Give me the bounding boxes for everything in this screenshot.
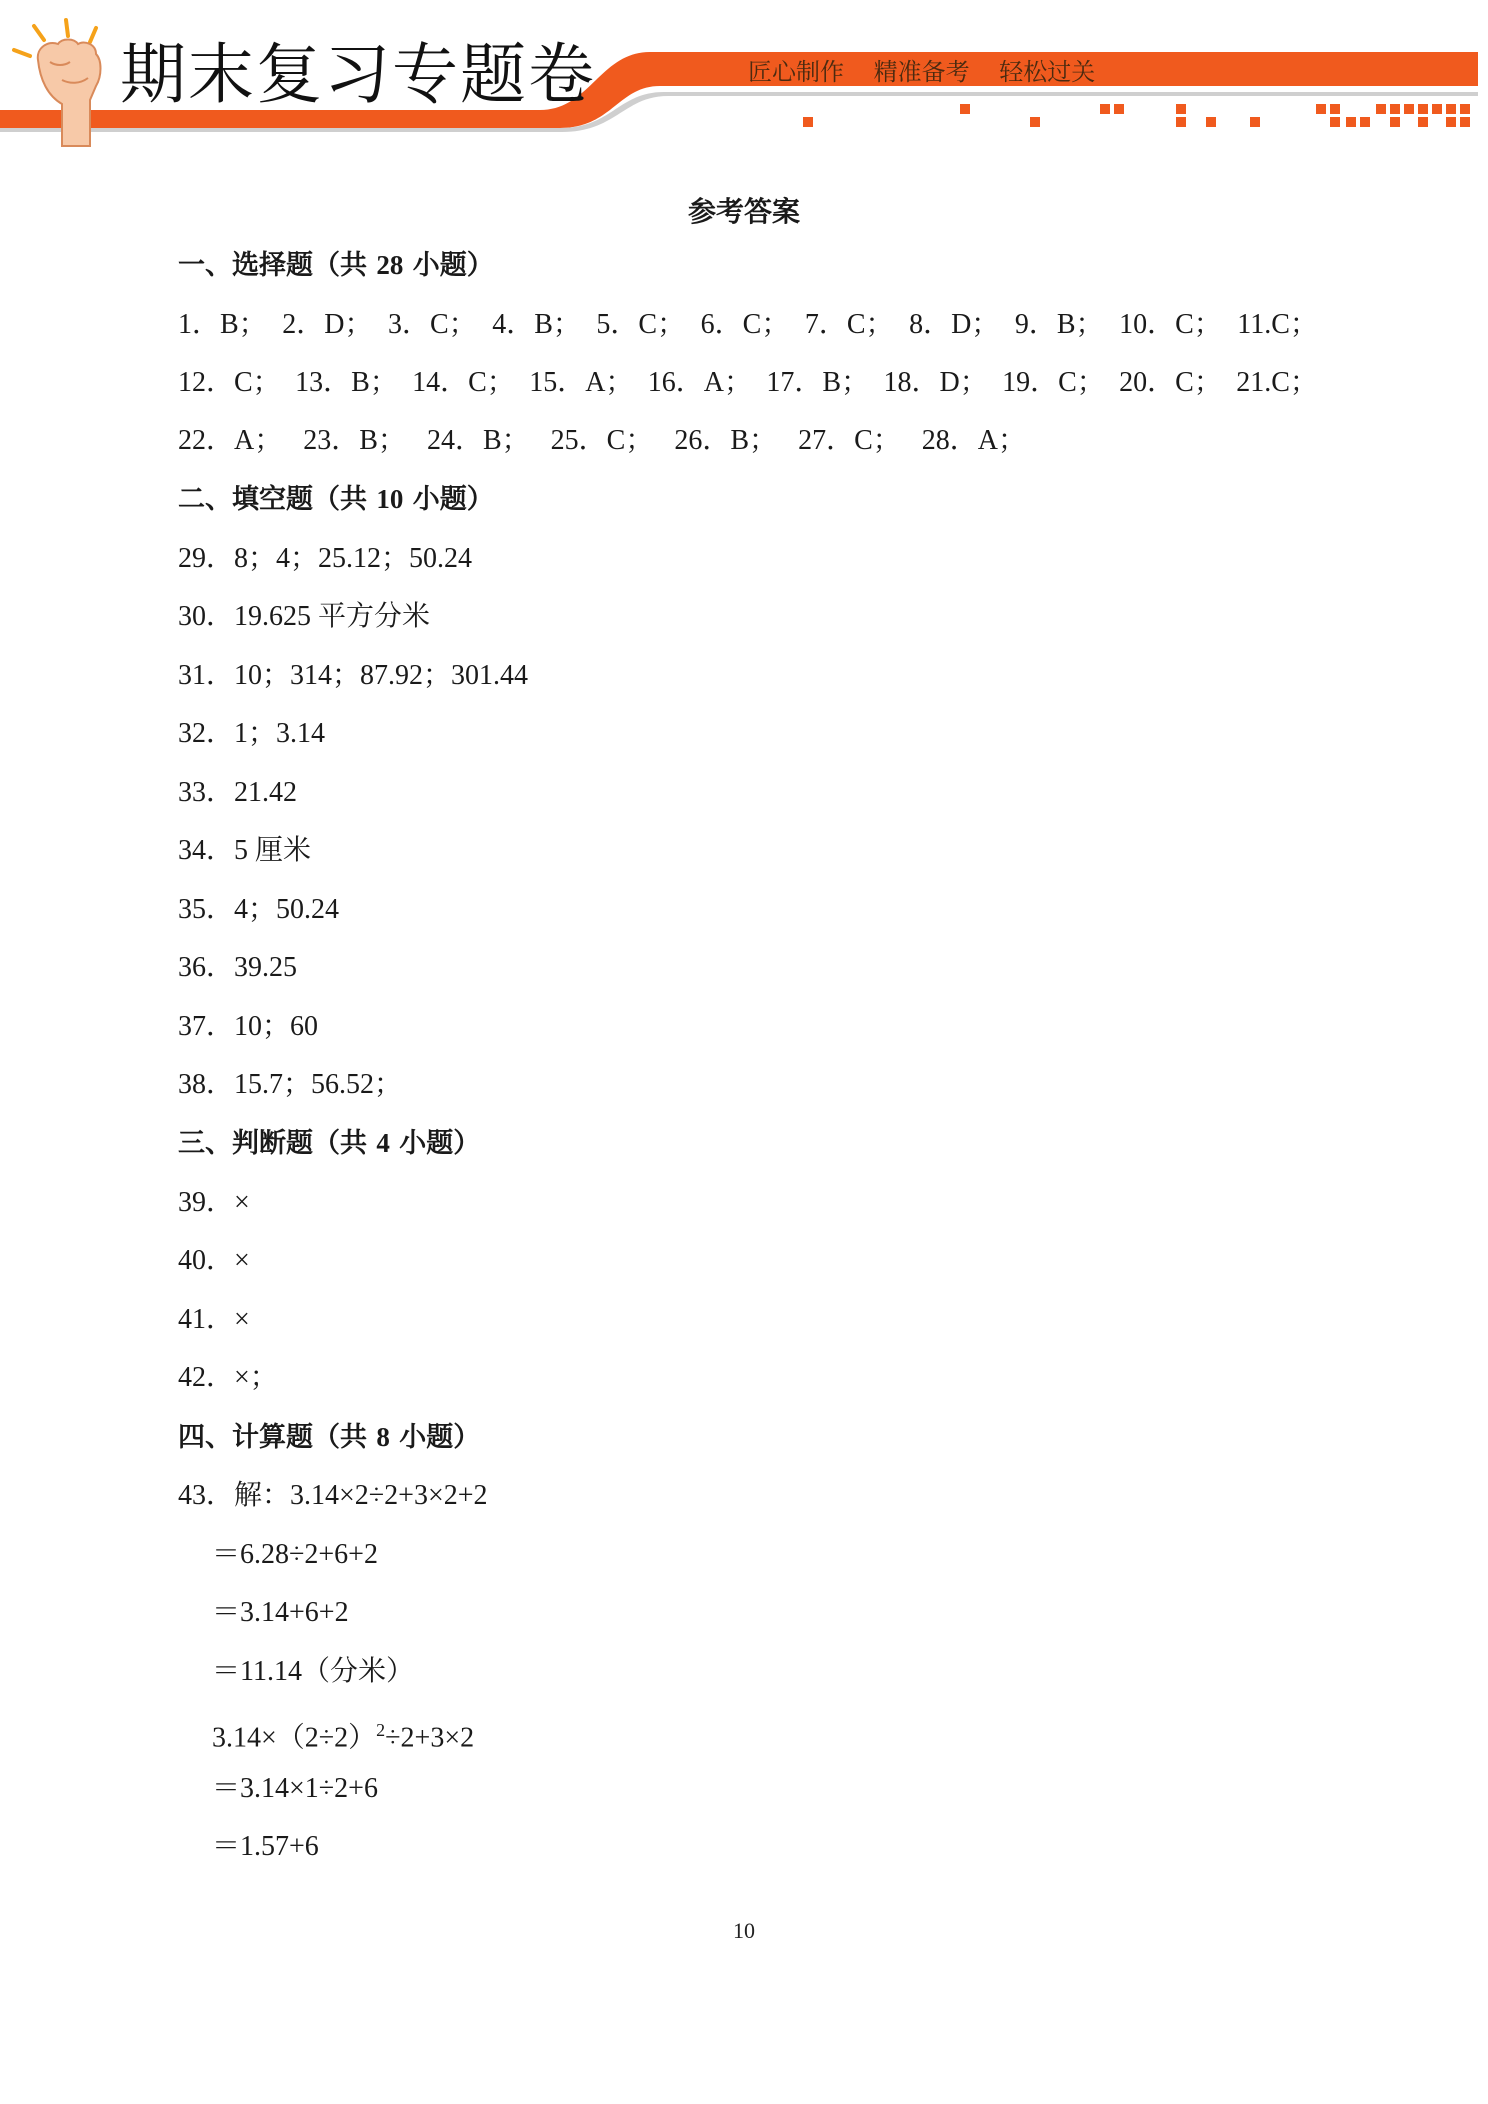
fill-answer: 30．19.625 平方分米 <box>178 601 431 632</box>
section-heading-choice: 一、选择题（共 28 小题） <box>178 250 494 281</box>
choice-answer: 25．C； <box>550 425 654 456</box>
choice-answer: 17．B； <box>766 367 870 398</box>
fill-answer: 38．15.7；56.52； <box>178 1069 403 1100</box>
calc-step: ＝3.14+6+2 <box>212 1597 349 1628</box>
choice-answer: 1．B； <box>178 309 267 340</box>
calc-step: ＝11.14（分米） <box>212 1656 414 1687</box>
choice-answer: 20．C； <box>1119 367 1222 398</box>
fill-answer: 36．39.25 <box>178 952 298 983</box>
choice-answer: 15．A； <box>529 367 634 398</box>
choice-answer: 19．C； <box>1002 367 1105 398</box>
choice-answer: 9．B； <box>1014 309 1104 340</box>
slogan-item: 精准备考 <box>873 58 970 86</box>
fill-answer: 37．10；60 <box>178 1011 319 1042</box>
calc-step: ＝6.28÷2+6+2 <box>212 1539 378 1570</box>
choice-answer: 3．C； <box>387 309 477 340</box>
judge-answer: 42．×； <box>178 1362 278 1393</box>
page-number: 10 <box>733 1918 755 1943</box>
choice-answer: 24．B； <box>426 425 530 456</box>
choice-answer: 14．C； <box>412 367 515 398</box>
fill-answer: 32．1；3.14 <box>178 718 326 749</box>
choice-answer: 23．B； <box>303 425 406 456</box>
fill-answer: 31．10；314；87.92；301.44 <box>178 660 529 691</box>
choice-answer: 10．C； <box>1119 309 1222 340</box>
choice-answer-row <box>178 366 1318 400</box>
fill-answer: 33．21.42 <box>178 777 298 808</box>
choice-answer: 22．A； <box>178 425 283 456</box>
choice-answer: 12．C； <box>178 367 281 398</box>
judge-answer: 40．× <box>178 1245 250 1276</box>
slogan <box>748 52 1117 87</box>
choice-answer: 16．A； <box>647 367 753 398</box>
judge-answer: 39．× <box>178 1187 250 1218</box>
judge-answer: 41．× <box>178 1304 250 1335</box>
banner-dot-pattern <box>803 104 1470 127</box>
choice-answer: 27．C； <box>798 425 901 456</box>
choice-answer: 5．C； <box>596 309 686 340</box>
choice-answer: 28．A； <box>921 425 1026 456</box>
choice-answer-row <box>178 424 1026 458</box>
calc-step: ＝1.57+6 <box>212 1831 319 1862</box>
choice-answer: 21.C； <box>1236 367 1318 398</box>
section-heading-judge: 三、判断题（共 4 小题） <box>178 1128 481 1159</box>
choice-answer: 2．D； <box>282 309 373 340</box>
choice-answer: 8．D； <box>909 309 1000 340</box>
fill-answer: 35．4；50.24 <box>178 894 340 925</box>
calc-answer-line: 43．解：3.14×2÷2+3×2+2 <box>178 1480 488 1511</box>
choice-answer: 13．B； <box>295 367 398 398</box>
slogan-item: 匠心制作 <box>748 58 844 86</box>
section-heading-fill: 二、填空题（共 10 小题） <box>178 484 494 515</box>
choice-answer: 11.C； <box>1237 309 1318 340</box>
fill-answer: 29．8；4；25.12；50.24 <box>178 543 473 574</box>
fill-answer: 34．5 厘米 <box>178 835 312 866</box>
choice-answer: 18．D； <box>883 367 988 398</box>
doc-title: 参考答案 <box>687 195 800 228</box>
choice-answer-row <box>178 308 1318 342</box>
slogan-item: 轻松过关 <box>999 58 1096 86</box>
brand-title: 期末复习专题卷 <box>120 36 596 113</box>
choice-answer: 7．C； <box>804 309 894 340</box>
calc-expression: $3.14\times(2\div 2)^2\div 2+3\times 2$ <box>212 1720 475 1754</box>
choice-answer: 26．B； <box>674 425 778 456</box>
choice-answer: 4．B； <box>492 309 581 340</box>
choice-answer: 6．C； <box>700 309 790 340</box>
calc-step: ＝3.14×1÷2+6 <box>212 1773 378 1804</box>
section-heading-calc: 四、计算题（共 8 小题） <box>178 1422 481 1453</box>
header-banner <box>0 0 1488 150</box>
